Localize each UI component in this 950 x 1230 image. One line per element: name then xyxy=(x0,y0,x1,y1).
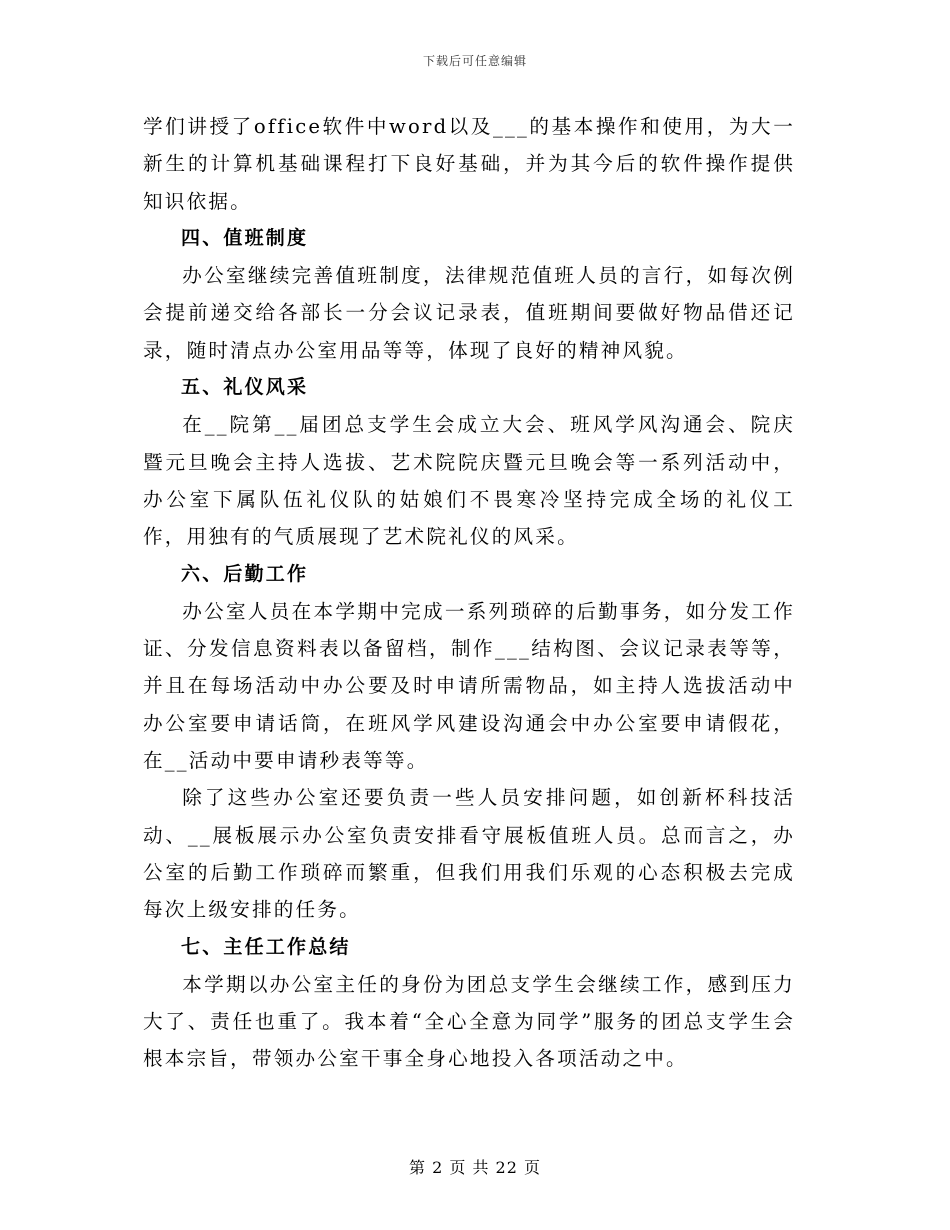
page-number: 第 2 页 共 22 页 xyxy=(409,1158,541,1177)
section-heading-logistics: 六、后勤工作 xyxy=(181,562,309,585)
paragraph-logistics-2: 除了这些办公室还要负责一些人员安排问题，如创新杯科技活动、__展板展示办公室负责安排看守展板值班人员。总而言之，办公室的后勤工作琐碎而繁重，但我们用我们乐观的心态积极去完成每次上级安排的任务。 xyxy=(143,786,795,922)
paragraph-duty: 办公室继续完善值班制度，法律规范值班人员的言行，如每次例会提前递交给各部长一分会议记录表，值班期间要做好物品借还记录，随时清点办公室用品等等，体现了良好的精神风貌。 xyxy=(143,264,795,362)
paragraph-logistics-1: 办公室人员在本学期中完成一系列琐碎的后勤事务，如分发工作证、分发信息资料表以备留档，制作___结构图、会议记录表等等，并且在每场活动中办公要及时申请所需物品，如主持人选拔活动中办公室要申请话筒，在班风学风建设沟通会中办公室要申请假花，在__活动中要申请秒表等等。 xyxy=(143,599,795,773)
section-heading-etiquette: 五、礼仪风采 xyxy=(181,376,309,399)
paragraph-etiquette: 在__院第__届团总支学生会成立大会、班风学风沟通会、院庆暨元旦晚会主持人选拔、艺术院院庆暨元旦晚会等一系列活动中，办公室下属队伍礼仪队的姑娘们不畏寒冷坚持完成全场的礼仪工作，用独有的气质展现了艺术院礼仪的风采。 xyxy=(143,413,795,549)
document-body xyxy=(143,108,795,1078)
section-heading-duty: 四、值班制度 xyxy=(181,226,309,249)
paragraph-continued: 学们讲授了office软件中word以及___的基本操作和使用，为大一新生的计算机基础课程打下良好基础，并为其今后的软件操作提供知识依据。 xyxy=(143,115,795,213)
page-header: 下载后可任意编辑 xyxy=(422,54,527,68)
section-heading-director-summary: 七、主任工作总结 xyxy=(181,935,351,958)
paragraph-director-summary: 本学期以办公室主任的身份为团总支学生会继续工作，感到压力大了、责任也重了。我本着“全心全意为同学”服务的团总支学生会根本宗旨，带领办公室干事全身心地投入各项活动之中。 xyxy=(143,972,795,1071)
